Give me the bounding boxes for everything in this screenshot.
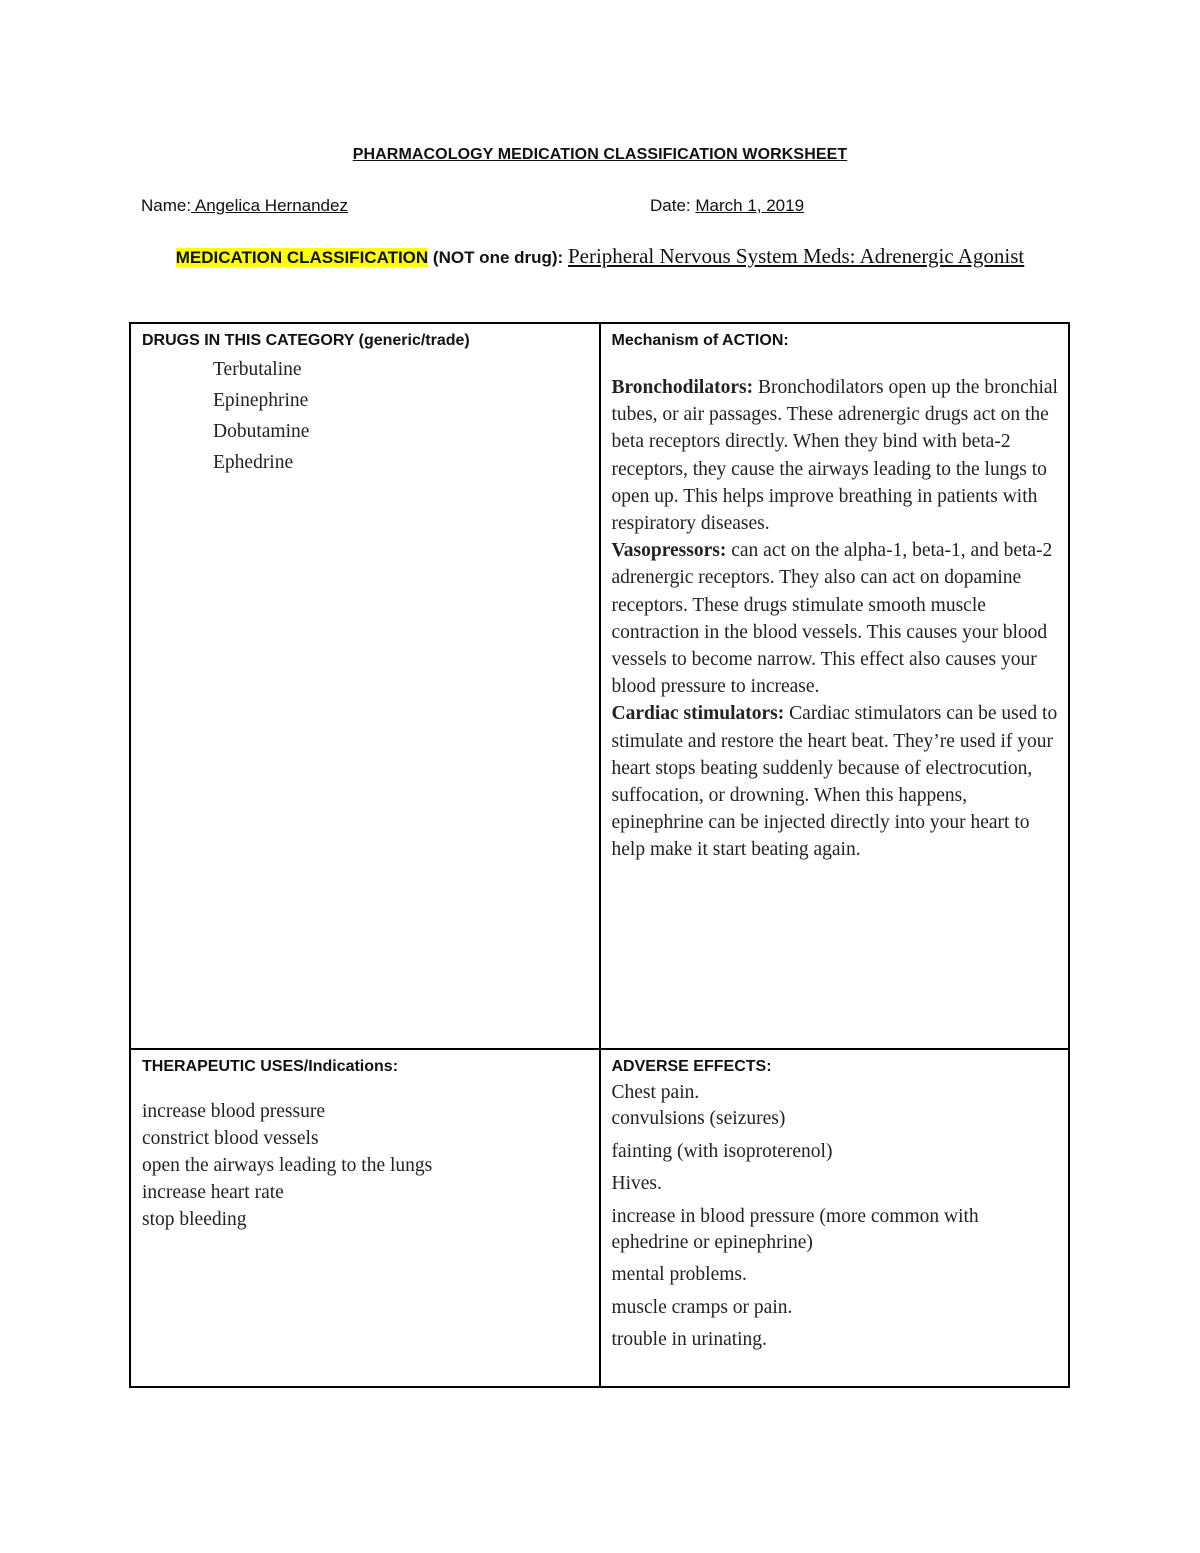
- adverse-item: mental problems.: [611, 1264, 747, 1285]
- mechanism-section: [612, 374, 1059, 537]
- adverse-cell: [600, 1049, 1070, 1387]
- adverse-item: Hives.: [611, 1173, 662, 1194]
- adverse-item: trouble in urinating.: [611, 1329, 767, 1350]
- date-value: March 1, 2019: [695, 196, 805, 215]
- therapeutic-item: stop bleeding: [142, 1209, 247, 1230]
- adverse-item: convulsions (seizures): [611, 1108, 786, 1129]
- adverse-item: fainting (with isoproterenol): [611, 1140, 833, 1162]
- date-line: [650, 196, 804, 216]
- classification-note: (NOT one drug):: [428, 248, 564, 267]
- name-value: Angelica Hernandez: [191, 196, 348, 215]
- mechanism-desc: can act on the alpha-1, beta-1, and beta-2 adrenergic receptors. They also can act on dopamine receptors. These drugs stimulate smooth muscle contraction in the blood vessels. This causes your blood vessels to become narrow. This effect also causes your blood pressure to increase.: [611, 540, 1053, 698]
- therapeutic-cell: [130, 1049, 600, 1387]
- adverse-item: increase in blood pressure (more common with ephedrine or epinephrine): [611, 1205, 979, 1253]
- classification-value: Peripheral Nervous System Meds: Adrenergic Agonist: [567, 244, 1025, 268]
- therapeutic-item: increase heart rate: [142, 1182, 284, 1203]
- therapeutic-heading: THERAPEUTIC USES/Indications:: [142, 1058, 399, 1075]
- drug-item: Ephedrine: [213, 452, 294, 473]
- mechanism-desc: Bronchodilators open up the bronchial tubes, or air passages. These adrenergic drugs act on the beta receptors directly. When they bind with beta-2 receptors, they cause the airways leading to the lungs to open up. This helps improve breathing in patients with respiratory diseases.: [611, 377, 1058, 535]
- classification-table: [129, 322, 1070, 1388]
- mechanism-section: [612, 700, 1059, 863]
- mechanism-term: Bronchodilators:: [611, 377, 754, 398]
- mechanism-text: [612, 374, 1059, 864]
- therapeutic-item: open the airways leading to the lungs: [142, 1155, 433, 1176]
- mechanism-section: [612, 537, 1059, 700]
- date-label: Date:: [650, 196, 691, 215]
- therapeutic-item: increase blood pressure: [142, 1101, 326, 1122]
- medication-classification: [150, 241, 1050, 273]
- name-label: Name:: [141, 196, 192, 215]
- drug-item: Terbutaline: [213, 359, 302, 380]
- drug-list: [142, 354, 589, 478]
- drug-item: Dobutamine: [213, 421, 310, 442]
- therapeutic-list: [142, 1098, 589, 1233]
- mechanism-desc: Cardiac stimulators can be used to stimulate and restore the heart beat. They’re used if your heart stops beating suddenly because of electrocution, suffocation, or drowning. When this happens, epinephrine can be injected directly into your heart to help make it start beating again.: [611, 703, 1058, 861]
- drugs-cell: [130, 323, 600, 1049]
- adverse-list: [612, 1080, 1059, 1353]
- adverse-heading: ADVERSE EFFECTS:: [611, 1058, 772, 1075]
- therapeutic-item: constrict blood vessels: [142, 1128, 319, 1149]
- student-name-line: [141, 196, 348, 216]
- classification-label: MEDICATION CLASSIFICATION: [175, 248, 429, 267]
- mechanism-heading: Mechanism of ACTION:: [611, 332, 789, 349]
- adverse-item: Chest pain.: [611, 1082, 700, 1103]
- mechanism-cell: [600, 323, 1070, 1049]
- drugs-heading: DRUGS IN THIS CATEGORY (generic/trade): [142, 332, 470, 349]
- worksheet-title: PHARMACOLOGY MEDICATION CLASSIFICATION WORKSHEET: [352, 146, 848, 163]
- adverse-item: muscle cramps or pain.: [611, 1296, 793, 1318]
- drug-item: Epinephrine: [213, 390, 309, 411]
- mechanism-term: Cardiac stimulators:: [611, 703, 785, 725]
- mechanism-term: Vasopressors:: [611, 540, 727, 562]
